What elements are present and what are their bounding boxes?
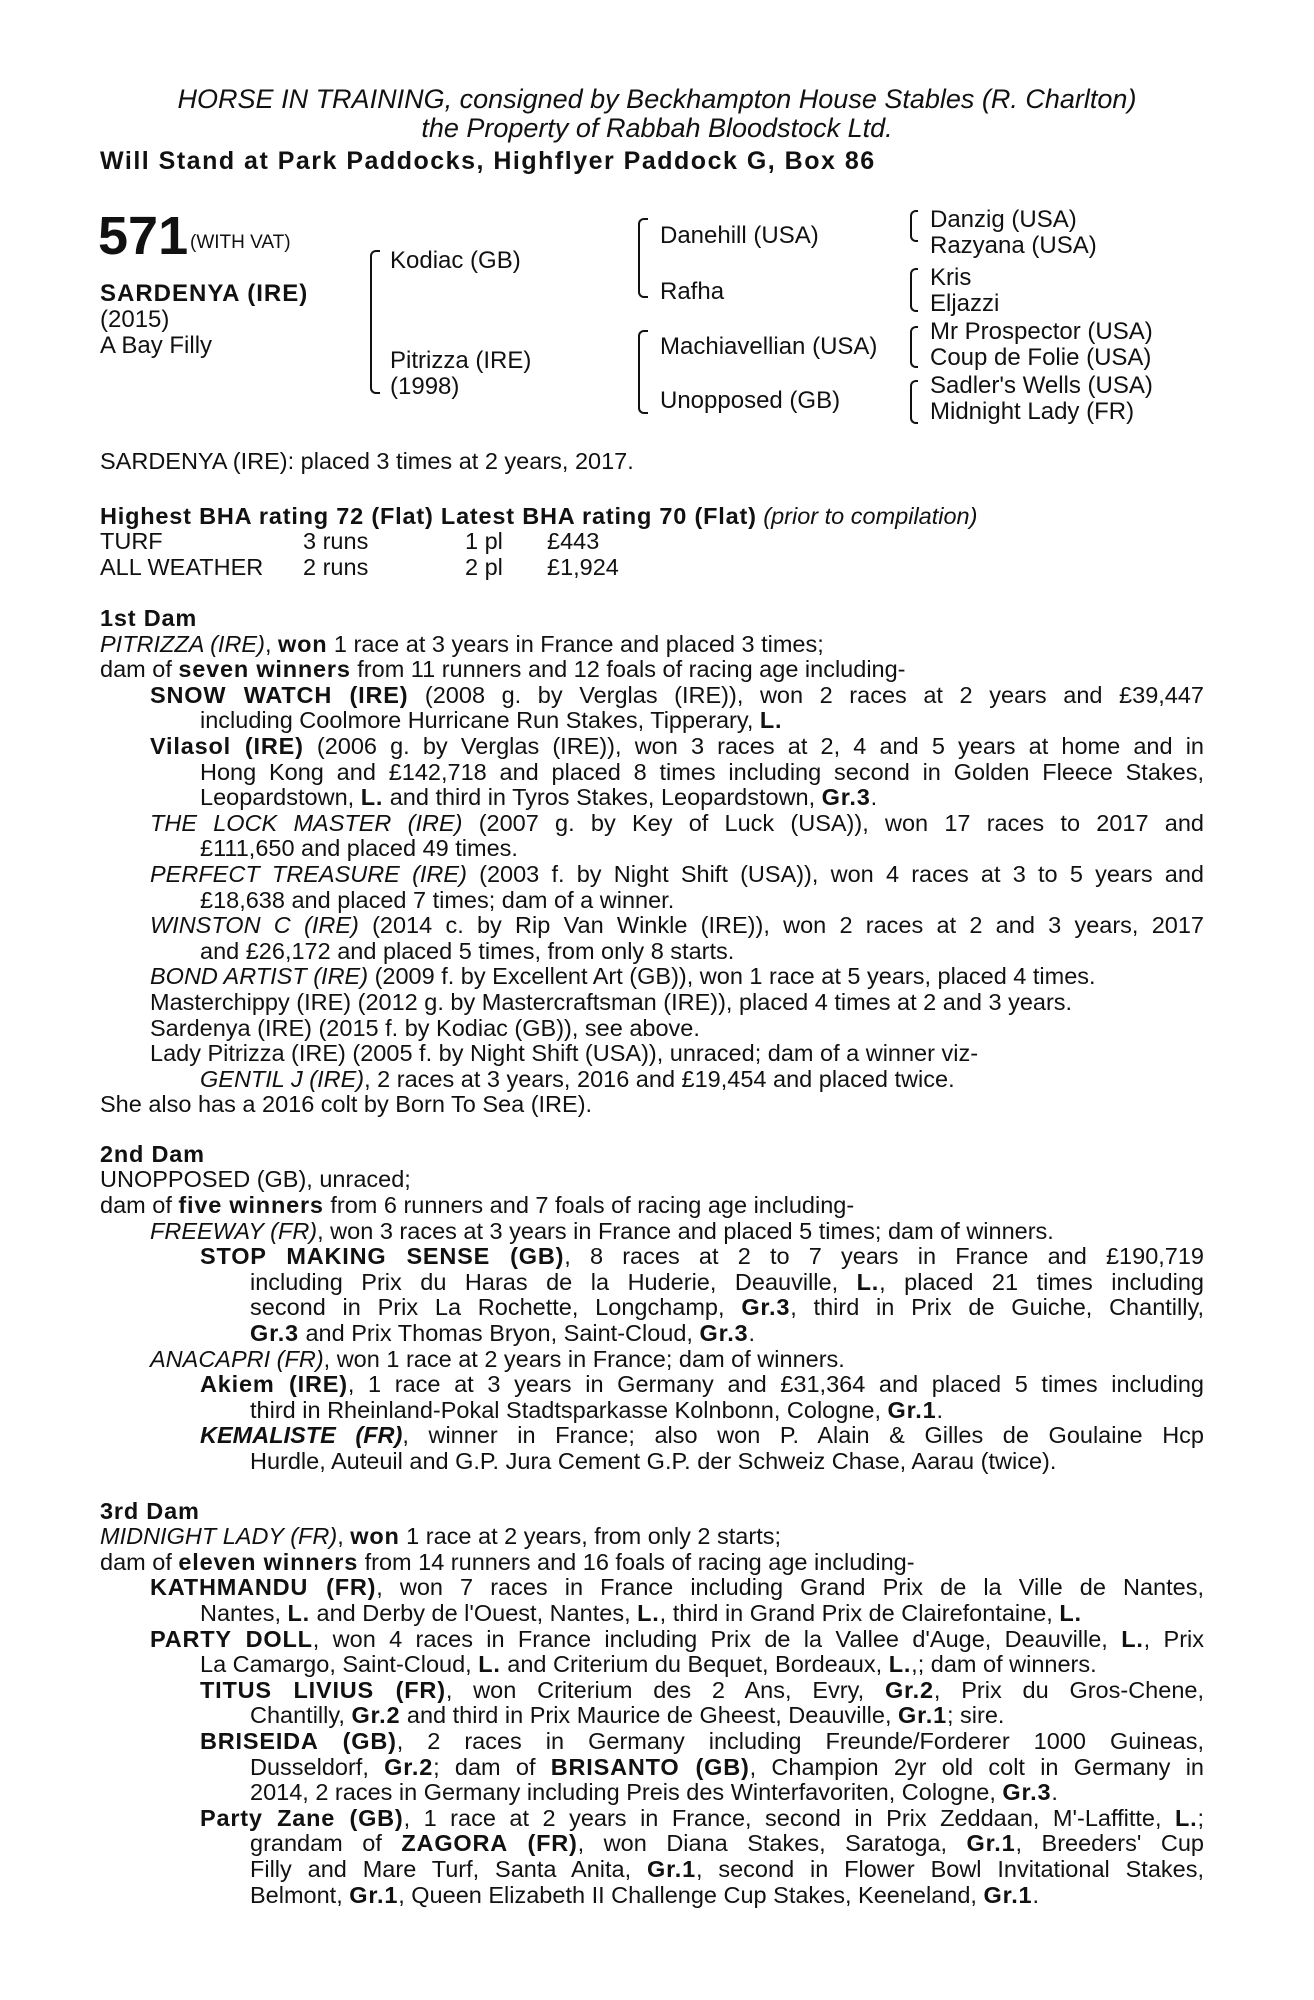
horse-description: A Bay Filly: [100, 332, 213, 359]
record-prize: £443: [547, 528, 600, 554]
grade: Gr.2: [884, 1676, 934, 1703]
pedigree-brace-sire: [638, 218, 648, 298]
record-runs: 2 runs: [303, 553, 369, 580]
pedigree-brace-g3: [910, 326, 918, 368]
text: 1 race at 2 years, from only 2 starts;: [399, 1523, 782, 1550]
text: and Derby de l'Ouest, Nantes,: [310, 1599, 638, 1626]
pedigree-brace-g4: [910, 380, 918, 424]
horse-bold: BRISEIDA (GB): [200, 1727, 397, 1754]
text: including Prix du Haras de la Huderie, Deauville,: [250, 1268, 857, 1295]
pedigree-g6: Coup de Folie (USA): [930, 344, 1152, 371]
text-bold: won: [350, 1523, 400, 1550]
second-dam-line: UNOPPOSED (GB), unraced;: [100, 1166, 411, 1193]
text: .: [748, 1320, 755, 1347]
pedigree-brace-main: [370, 250, 380, 394]
horse-bold: BRISANTO (GB): [550, 1753, 750, 1780]
produce-entry: [100, 1219, 1204, 1245]
text: and third in Tyros Stakes, Leopardstown,: [383, 784, 822, 811]
second-dam-produce-line: [100, 1193, 1204, 1219]
grade: Gr.1: [966, 1830, 1016, 1857]
text-bold: won: [278, 630, 328, 657]
grade: L.: [1174, 1804, 1198, 1831]
text: , placed 21 times including: [879, 1268, 1204, 1295]
produce-entry: [100, 683, 1204, 709]
horse-year: (2015): [100, 306, 170, 333]
grade: L.: [360, 784, 384, 811]
text: , Queen Elizabeth II Challenge Cup Stakes, Keeneland,: [398, 1881, 984, 1908]
produce-entry: [100, 964, 1204, 990]
text: , 1 race at 3 years in Germany and £31,364 and placed 5 times including: [347, 1371, 1204, 1398]
text: .: [1051, 1779, 1058, 1806]
grade: L.: [1121, 1625, 1144, 1652]
grade: Gr.2: [384, 1753, 434, 1780]
first-dam-produce-line: [100, 657, 1204, 683]
pedigree-sire-dam: Rafha: [660, 278, 725, 305]
grade: L.: [637, 1599, 660, 1626]
produce-entry-cont: [100, 1857, 1204, 1883]
grade: Gr.3: [821, 784, 871, 811]
text: ,: [337, 1523, 351, 1550]
produce-entry-cont: £18,638 and placed 7 times; dam of a winner.: [200, 886, 675, 913]
horse-bold-italic: KEMALISTE (FR): [200, 1422, 403, 1449]
horse-bold: TITUS LIVIUS (FR): [200, 1676, 446, 1703]
property-line: the Property of Rabbah Bloodstock Ltd.: [421, 113, 893, 143]
produce-entry-cont: [100, 1270, 1204, 1296]
text: .: [1032, 1881, 1039, 1908]
text: , 1 race at 2 years in France, second in Prix Zeddaan, M'-Laffitte,: [403, 1804, 1175, 1831]
grade: L.: [287, 1599, 311, 1626]
pedigree-sire: Kodiac (GB): [390, 247, 521, 274]
pedigree-g7: Sadler's Wells (USA): [930, 372, 1153, 399]
pedigree-brace-g2: [910, 268, 918, 312]
race-summary: SARDENYA (IRE): placed 3 times at 2 years, 2017.: [100, 448, 634, 474]
text: and third in Prix Maurice de Gheest, Deauville,: [400, 1702, 899, 1729]
produce-entry: [100, 1423, 1204, 1449]
grade: L.: [856, 1268, 880, 1295]
first-dam-line: [100, 632, 1204, 658]
third-dam-line: [100, 1524, 1204, 1550]
produce-entry-cont: [100, 1601, 1204, 1627]
produce-entry-cont: £111,650 and placed 49 times.: [200, 835, 518, 862]
stand-location: Will Stand at Park Paddocks, Highflyer Paddock G, Box 86: [100, 147, 876, 175]
record-surface: ALL WEATHER: [100, 553, 264, 580]
third-dam-heading: 3rd Dam: [100, 1497, 200, 1524]
produce-entry-cont: Hurdle, Auteuil and G.P. Jura Cement G.P. der Schweiz Chase, Aarau (twice).: [250, 1448, 1057, 1474]
horse-bold: Party Zane (GB): [200, 1804, 404, 1831]
text: .: [936, 1396, 943, 1423]
grade: L.: [1059, 1599, 1082, 1626]
produce-entry: [100, 1372, 1204, 1398]
pedigree-g4: Eljazzi: [930, 290, 1000, 317]
pedigree-g8: Midnight Lady (FR): [930, 398, 1135, 425]
text: and Criterium du Bequet, Bordeaux,: [500, 1651, 889, 1678]
text: , won 1 race at 2 years in France; dam of winners.: [323, 1345, 845, 1372]
produce-entry-cont: [100, 785, 1204, 811]
grade: Gr.3: [1002, 1779, 1052, 1806]
horse-italic: ANACAPRI (FR): [150, 1345, 324, 1372]
text: , third in Prix de Guiche, Chantilly,: [790, 1294, 1204, 1321]
produce-entry-cont: and £26,172 and placed 5 times, from only 8 starts.: [200, 937, 735, 964]
bha-rating-note: (prior to compilation): [763, 503, 978, 529]
text: ; sire.: [946, 1702, 1005, 1729]
text: 2014, 2 races in Germany including Preis des Winterfavoriten, Cologne,: [250, 1779, 1003, 1806]
horse-italic: THE LOCK MASTER (IRE): [150, 809, 463, 836]
third-dam-produce-line: [100, 1550, 1204, 1576]
text: including Coolmore Hurricane Run Stakes, Tipperary,: [200, 707, 760, 734]
text: Dusseldorf,: [250, 1753, 385, 1780]
produce-entry: Sardenya (IRE) (2015 f. by Kodiac (GB)), see above.: [150, 1014, 700, 1041]
pedigree-g1: Danzig (USA): [930, 206, 1077, 233]
text: .: [870, 784, 878, 811]
produce-entry-cont: [100, 1703, 1204, 1729]
produce-entry: [100, 1347, 1204, 1373]
racing-record: [100, 529, 700, 580]
text: (2006 g. by Verglas (IRE)), won 3 races at 2, 4 and 5 years at home and in: [303, 732, 1204, 759]
consignor-line: HORSE IN TRAINING, consigned by Beckhampton House Stables (R. Charlton): [177, 84, 1137, 114]
produce-entry-cont: [100, 1883, 1204, 1909]
text: (2014 c. by Rip Van Winkle (IRE)), won 2 races at 2 and 3 years, 2017: [358, 912, 1204, 939]
vat-note: (WITH VAT): [190, 232, 291, 253]
grade: Gr.3: [699, 1320, 749, 1347]
produce-entry-cont: [100, 1780, 1204, 1806]
record-placed: 1 pl: [465, 528, 503, 554]
first-dam-heading: 1st Dam: [100, 605, 198, 631]
text: Chantilly,: [250, 1702, 352, 1729]
text: Nantes,: [200, 1599, 288, 1626]
text: from 14 runners and 16 foals of racing age including-: [358, 1548, 915, 1575]
text: and Prix Thomas Bryon, Saint-Cloud,: [298, 1320, 700, 1347]
horse-bold: PARTY DOLL: [150, 1625, 313, 1652]
text: , Prix du Gros-Chene,: [933, 1676, 1204, 1703]
racing-record-row: [100, 555, 700, 581]
produce-entry: [100, 862, 1204, 888]
horse-italic: WINSTON C (IRE): [150, 912, 359, 939]
text: (2007 g. by Key of Luck (USA)), won 17 races to 2017 and: [462, 809, 1204, 836]
grade: Gr.1: [898, 1702, 947, 1729]
text: dam of: [100, 656, 179, 683]
text: , Breeders' Cup: [1015, 1830, 1204, 1857]
pedigree-brace-dam: [638, 330, 648, 414]
produce-entry: [100, 1678, 1204, 1704]
horse-italic: GENTIL J (IRE): [200, 1065, 365, 1092]
produce-entry-cont: [100, 1652, 1204, 1678]
produce-entry: [100, 1627, 1204, 1653]
pedigree-sire-sire: Danehill (USA): [660, 222, 819, 249]
text: dam of: [100, 1548, 179, 1575]
text: third in Rheinland-Pokal Stadtsparkasse Kolnbonn, Cologne,: [250, 1396, 888, 1423]
horse-italic: FREEWAY (FR): [150, 1217, 318, 1244]
text: , won Criterium des 2 Ans, Evry,: [445, 1676, 885, 1703]
dam-details: [100, 606, 1204, 1908]
produce-entry-cont: [100, 1755, 1204, 1781]
grade: Gr.3: [741, 1294, 791, 1321]
grade: Gr.1: [887, 1396, 937, 1423]
text-bold: eleven winners: [178, 1548, 359, 1575]
produce-entry-cont: [100, 1067, 1204, 1093]
grade: L.: [888, 1651, 912, 1678]
horse-bold: Vilasol (IRE): [150, 732, 304, 759]
text: from 11 runners and 12 foals of racing age including-: [350, 656, 906, 683]
text: , won 3 races at 3 years in France and placed 5 times; dam of winners.: [317, 1217, 1054, 1244]
pedigree-brace-g1: [910, 210, 918, 242]
pedigree-g2: Razyana (USA): [930, 232, 1097, 259]
pedigree-g3: Kris: [930, 264, 972, 291]
text: , second in Flower Bowl Invitational Stakes,: [695, 1855, 1204, 1882]
second-dam-heading: 2nd Dam: [100, 1140, 205, 1167]
text: Hong Kong and £142,718 and placed 8 times including second in Golden Fleece Stakes,: [200, 758, 1204, 785]
produce-entry-cont: [100, 760, 1204, 786]
produce-entry-cont: [100, 1398, 1204, 1424]
record-runs: 3 runs: [303, 528, 369, 554]
text-bold: five winners: [178, 1192, 324, 1219]
text: , won 4 races in France including Prix de la Vallee d'Auge, Deauville,: [312, 1625, 1122, 1652]
text: , Prix: [1143, 1625, 1205, 1652]
text: (2009 f. by Excellent Art (GB)), won 1 race at 5 years, placed 4 times.: [368, 963, 1096, 990]
section-gap: [100, 1118, 1204, 1142]
grade: L.: [478, 1651, 501, 1678]
horse-bold: Akiem (IRE): [200, 1371, 348, 1398]
produce-entry: [100, 1244, 1204, 1270]
text: La Camargo, Saint-Cloud,: [200, 1651, 479, 1678]
section-gap: [100, 1475, 1204, 1499]
horse-bold: KATHMANDU (FR): [150, 1574, 377, 1601]
grade: Gr.1: [983, 1881, 1033, 1908]
racing-record-row: [100, 529, 700, 555]
text: ,: [264, 630, 278, 657]
bha-rating: [100, 503, 977, 530]
grade: Gr.2: [351, 1702, 401, 1729]
pedigree-dam-year: (1998): [390, 373, 460, 400]
bha-rating-values: Highest BHA rating 72 (Flat) Latest BHA rating 70 (Flat): [100, 503, 757, 529]
dam-name: MIDNIGHT LADY (FR): [100, 1523, 338, 1550]
horse-italic: PERFECT TREASURE (IRE): [150, 860, 467, 887]
produce-entry: Lady Pitrizza (IRE) (2005 f. by Night Shift (USA)), unraced; dam of a winner viz-: [150, 1040, 979, 1067]
produce-entry: [100, 1806, 1204, 1832]
text: , third in Grand Prix de Clairefontaine,: [659, 1599, 1060, 1626]
produce-entry: [100, 734, 1204, 760]
grade: Gr.1: [647, 1855, 696, 1882]
text: Filly and Mare Turf, Santa Anita,: [250, 1855, 648, 1882]
text: , 2 races at 3 years, 2016 and £19,454 and placed twice.: [364, 1065, 955, 1092]
produce-entry: Masterchippy (IRE) (2012 g. by Mastercraftsman (IRE)), placed 4 times at 2 and 3 years.: [150, 988, 1073, 1015]
horse-name: SARDENYA (IRE): [100, 280, 309, 307]
pedigree-g5: Mr Prospector (USA): [930, 318, 1153, 345]
produce-entry: [100, 913, 1204, 939]
text: , 8 races at 2 to 7 years in France and £190,719: [564, 1243, 1204, 1270]
text: second in Prix La Rochette, Longchamp,: [250, 1294, 742, 1321]
record-surface: TURF: [100, 528, 163, 554]
record-placed: 2 pl: [465, 553, 503, 580]
text: (2008 g. by Verglas (IRE)), won 2 races at 2 years and £39,447: [408, 681, 1204, 708]
text: , Champion 2yr old colt in Germany in: [749, 1753, 1204, 1780]
horse-bold: STOP MAKING SENSE (GB): [200, 1243, 565, 1270]
text: Belmont,: [250, 1881, 350, 1908]
text: , won 7 races in France including Grand Prix de la Ville de Nantes,: [376, 1574, 1204, 1601]
produce-entry: [100, 1575, 1204, 1601]
grade: Gr.1: [349, 1881, 399, 1908]
text-bold: seven winners: [178, 656, 351, 683]
grade: L.: [759, 707, 783, 734]
text: from 6 runners and 7 foals of racing age including-: [323, 1192, 855, 1219]
produce-entry-cont: [100, 1831, 1204, 1857]
pedigree-dam: Pitrizza (IRE): [390, 347, 532, 374]
record-prize: £1,924: [547, 553, 619, 580]
dam-name: PITRIZZA (IRE): [100, 630, 265, 657]
text: , 2 races in Germany including Freunde/Forderer 1000 Guineas,: [396, 1727, 1205, 1754]
text: , winner in France; also won P. Alain & Gilles de Goulaine Hcp: [402, 1422, 1204, 1449]
lot-number: 571: [98, 206, 189, 266]
produce-entry: [100, 1729, 1204, 1755]
grade: Gr.3: [250, 1320, 299, 1347]
text: (2003 f. by Night Shift (USA)), won 4 races at 3 to 5 years and: [466, 860, 1204, 887]
produce-entry-cont: [100, 708, 1204, 734]
produce-entry: [100, 811, 1204, 837]
horse-italic: BOND ARTIST (IRE): [150, 963, 369, 990]
foal-note: She also has a 2016 colt by Born To Sea (IRE).: [100, 1091, 593, 1118]
pedigree-dam-sire: Machiavellian (USA): [660, 333, 878, 360]
text: , won Diana Stakes, Saratoga,: [577, 1830, 967, 1857]
text: ;: [1197, 1804, 1204, 1831]
horse-bold: SNOW WATCH (IRE): [150, 681, 409, 708]
produce-entry-cont: [100, 1295, 1204, 1321]
text: 1 race at 3 years in France and placed 3 times;: [327, 630, 824, 657]
text: Leopardstown,: [200, 784, 361, 811]
text: ,; dam of winners.: [911, 1651, 1097, 1678]
produce-entry-cont: [100, 1321, 1204, 1347]
text: dam of: [100, 1192, 179, 1219]
horse-bold: ZAGORA (FR): [401, 1830, 578, 1857]
text: grandam of: [250, 1830, 402, 1857]
pedigree-dam-dam: Unopposed (GB): [660, 387, 841, 414]
text: ; dam of: [433, 1753, 551, 1780]
